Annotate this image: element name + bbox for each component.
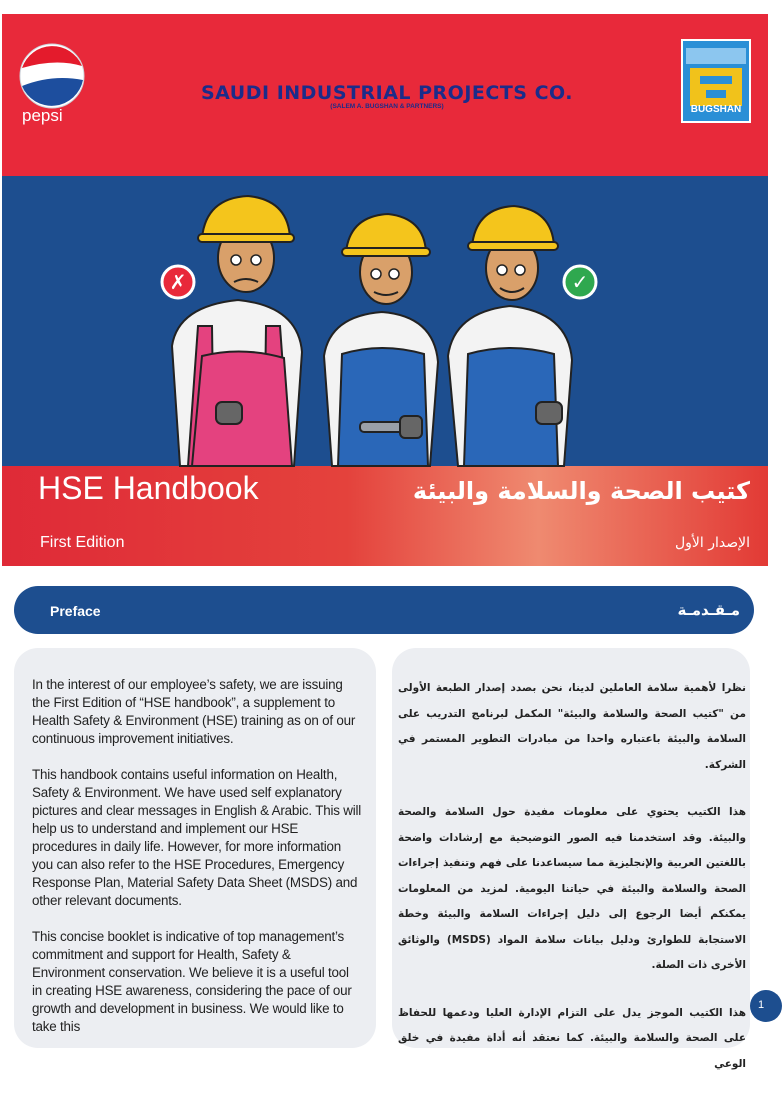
cover: [2, 14, 768, 566]
worker-wrong: [169, 196, 302, 466]
edition-label-arabic: الإصدار الأول: [674, 535, 750, 551]
check-mark-icon: [564, 266, 596, 298]
worker-right: [448, 206, 572, 466]
english-paragraph: This handbook contains useful information on Health, Safety & Environment. We have used self explanatory pictures and clear messages in English & Arabic. This will help us to understand and implement our HSE procedures in daily life. However, for more information you can also refer to the HSE Procedures, Emergency Response Plan, Material Safety Data Sheet (MSDS) and other relevant documents.: [32, 767, 362, 908]
handbook-title: HSE Handbook: [38, 470, 259, 506]
page-number: 1: [758, 999, 765, 1011]
arabic-paragraph: نظرا لأهمية سلامة العاملين لدينا، نحن بصدد إصدار الطبعة الأولى من "كتيب الصحة والسلامة والبيئة" المكمل لبرنامج التدريب على السلامة والبيئة باعتباره واحدا من مبادرات التطوير المستمر في الشركة.: [398, 682, 746, 771]
handbook-title-arabic: كتيب الصحة والسلامة والبيئة: [412, 477, 750, 505]
pepsi-wordmark: pepsi: [22, 106, 63, 125]
company-subtitle: (SALEM A. BUGSHAN & PARTNERS): [330, 103, 444, 110]
edition-label: First Edition: [40, 534, 125, 551]
english-paragraph: In the interest of our employee’s safety, we are issuing the First Edition of “HSE handbook”, a supplement to Health Safety & Environment (HSE) training as on of our continuous improvement initiatives.: [32, 677, 356, 746]
arabic-paragraph: هذا الكتيب الموجز يدل على التزام الإدارة العليا ودعمها للحفاظ على الصحة والسلامة والبيئة. كما نعتقد أنه أداة مفيدة في خلق الوعي: [398, 1006, 746, 1070]
company-name: SAUDI INDUSTRIAL PROJECTS CO.: [201, 82, 573, 104]
wrong-mark-text: ✗: [169, 270, 187, 294]
check-mark-text: ✓: [571, 270, 589, 294]
arabic-paragraph: هذا الكتيب يحتوي على معلومات مفيدة حول السلامة والصحة والبيئة. وقد استخدمنا فيه الصور التوضيحية مع إرشادات واضحة باللغتين العربية والإنجليزية مما سيساعدنا على فهم وتنفيذ إجراءات الصحة والسلامة والبيئة في حياتنا اليومية. لمزيد من المعلومات يمكنكم أيضا الرجوع إلى دليل إجراءات السلامة والبيئة وخطة الاستجابة للطوارئ ودليل بيانات سلامة المواد (MSDS) والوثائق الأخرى ذات الصلة.: [398, 806, 746, 971]
wrong-mark-icon: [162, 266, 194, 298]
preface-heading: Preface: [50, 603, 101, 619]
page-number-badge: [750, 990, 782, 1022]
workers-illustration: [2, 176, 768, 466]
english-preface-text: [32, 676, 362, 1054]
worker-middle: [324, 214, 438, 466]
arabic-preface-text: [398, 676, 746, 1099]
preface-heading-arabic: مـقـدمـة: [677, 601, 740, 619]
bugshan-wordmark: BUGSHAN: [690, 104, 742, 115]
preface-header-bar: [14, 586, 754, 634]
english-paragraph: This concise booklet is indicative of top management’s commitment and support for Health, Safety & Environment conservation. We believe it is a useful tool in creating HSE awareness, considering the pace of our growth and development in business. We would like to take this: [32, 929, 352, 1034]
